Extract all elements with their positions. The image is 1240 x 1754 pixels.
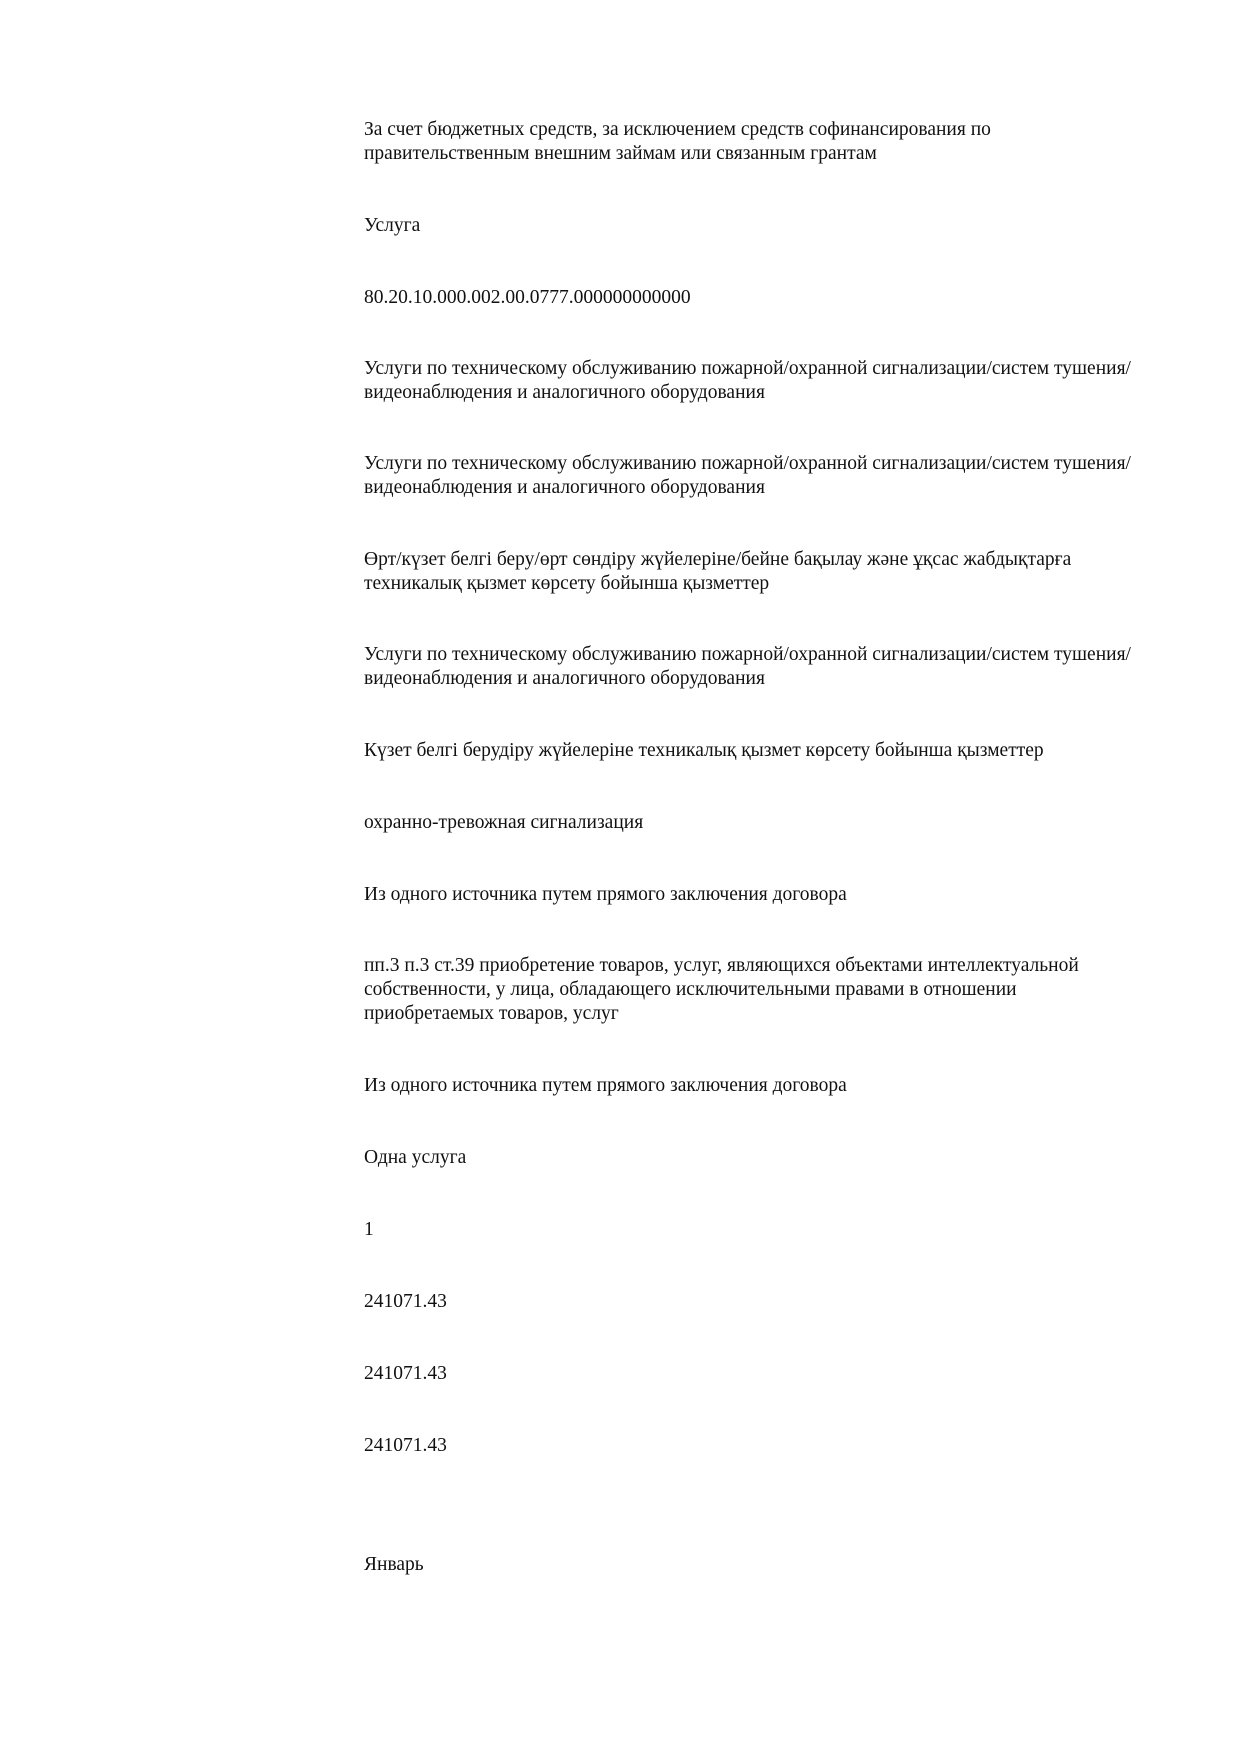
specification: охранно-тревожная сигнализация <box>364 812 644 833</box>
unit-price: 241071.43 <box>364 1291 447 1312</box>
total-amount: 241071.43 <box>364 1363 447 1384</box>
funding-source: За счет бюджетных средств, за исключением средств софинансирования по правительственным внешним займам или связанным грантам <box>364 119 991 164</box>
total-amount-planned: 241071.43 <box>364 1435 447 1456</box>
month: Январь <box>364 1554 424 1575</box>
item-type: Услуга <box>364 215 421 236</box>
procurement-method-repeat: Из одного источника путем прямого заключения договора <box>364 1075 847 1096</box>
name-ru: Услуги по техническому обслуживанию пожарной/охранной сигнализации/систем тушения/видеонаблюдения и аналогичного оборудования <box>364 358 1131 403</box>
additional-description-ru: Услуги по техническому обслуживанию пожарной/охранной сигнализации/систем тушения/видеонаблюдения и аналогичного оборудования <box>364 644 1131 689</box>
additional-description-kz: Күзет белгі берудіру жүйелеріне техникалық қызмет көрсету бойынша қызметтер <box>364 740 1044 761</box>
name-kz: Өрт/күзет белгі беру/өрт сөндіру жүйелеріне/бейне бақылау және ұқсас жабдықтарға техникалық қызмет көрсету бойынша қызметтер <box>364 549 1072 594</box>
quantity: 1 <box>364 1219 374 1240</box>
legal-basis: пп.3 п.3 ст.39 приобретение товаров, услуг, являющихся объектами интеллектуальной собственности, у лица, обладающего исключительными правами в отношении приобретаемых товаров, услуг <box>364 955 1079 1024</box>
unit: Одна услуга <box>364 1147 467 1168</box>
procurement-method: Из одного источника путем прямого заключения договора <box>364 884 847 905</box>
ktru-code: 80.20.10.000.002.00.0777.000000000000 <box>364 287 691 308</box>
short-description-ru: Услуги по техническому обслуживанию пожарной/охранной сигнализации/систем тушения/видеонаблюдения и аналогичного оборудования <box>364 453 1131 498</box>
